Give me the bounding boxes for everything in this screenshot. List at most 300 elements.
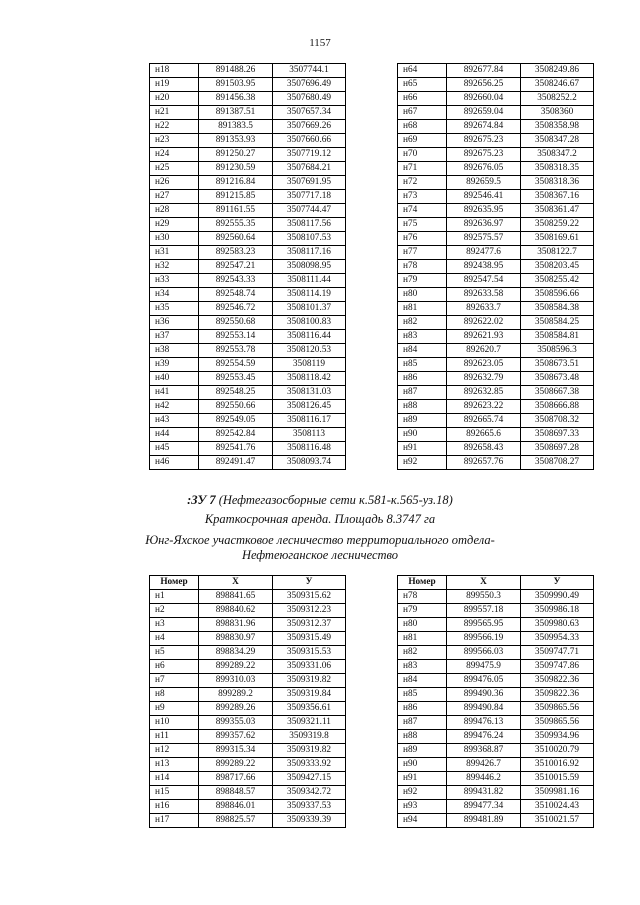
x-coordinate: 899550.3 [447,590,521,604]
point-number: н7 [150,674,199,688]
x-coordinate: 892438.95 [447,260,521,274]
point-number: н13 [150,758,199,772]
point-number: н21 [150,106,199,120]
point-number: н77 [398,246,447,260]
table-row [150,590,346,604]
point-number: н12 [150,744,199,758]
y-coordinate: 3507680.49 [273,92,346,106]
x-coordinate: 892555.35 [199,218,273,232]
x-coordinate: 892633.58 [447,288,521,302]
y-coordinate: 3508318.35 [521,162,594,176]
y-coordinate: 3508116.44 [273,330,346,344]
point-number: н89 [398,414,447,428]
point-number: н73 [398,190,447,204]
header-y: У [273,576,346,590]
x-coordinate: 892550.66 [199,400,273,414]
point-number: н8 [150,688,199,702]
x-coordinate: 891383.5 [199,120,273,134]
point-number: н4 [150,632,199,646]
table-row [150,288,346,302]
x-coordinate: 892547.21 [199,260,273,274]
x-coordinate: 892546.41 [447,190,521,204]
table-row [150,414,346,428]
point-number: н69 [398,134,447,148]
y-coordinate: 3507684.21 [273,162,346,176]
y-coordinate: 3508100.83 [273,316,346,330]
point-number: н70 [398,148,447,162]
y-coordinate: 3509980.63 [521,618,594,632]
table-row [398,344,594,358]
x-coordinate: 892560.64 [199,232,273,246]
point-number: н75 [398,218,447,232]
x-coordinate: 899355.03 [199,716,273,730]
point-number: н16 [150,800,199,814]
x-coordinate: 899368.87 [447,744,521,758]
y-coordinate: 3509427.15 [273,772,346,786]
y-coordinate: 3508347.2 [521,148,594,162]
lease-info: Краткосрочная аренда. Площадь 8.3747 га [204,512,436,526]
table-row [150,786,346,800]
x-coordinate: 892677.84 [447,64,521,78]
point-number: н33 [150,274,199,288]
table-row [150,330,346,344]
y-coordinate: 3509356.61 [273,702,346,716]
point-number: н80 [398,288,447,302]
table-row [398,730,594,744]
y-coordinate: 3509319.82 [273,744,346,758]
point-number: н79 [398,274,447,288]
y-coordinate: 3508169.61 [521,232,594,246]
y-coordinate: 3507717.18 [273,190,346,204]
y-coordinate: 3510016.92 [521,758,594,772]
x-coordinate: 899475.9 [447,660,521,674]
table-row [150,772,346,786]
table-row [150,372,346,386]
table-row [150,688,346,702]
x-coordinate: 891161.55 [199,204,273,218]
table-row [398,428,594,442]
point-number: н6 [150,660,199,674]
point-number: н79 [398,604,447,618]
y-coordinate: 3507657.34 [273,106,346,120]
table-row [398,288,594,302]
table-row [398,456,594,470]
table-row [398,162,594,176]
table-row [150,456,346,470]
x-coordinate: 899426.7 [447,758,521,772]
point-number: н2 [150,604,199,618]
x-coordinate: 892665.6 [447,428,521,442]
y-coordinate: 3508116.48 [273,442,346,456]
point-number: н31 [150,246,199,260]
table-row [150,64,346,78]
section-description: (Нефтегазосборные сети к.581-к.565-уз.18) [215,493,453,507]
header-y: У [521,576,594,590]
y-coordinate: 3510015.59 [521,772,594,786]
x-coordinate: 899289.22 [199,660,273,674]
table-row [398,618,594,632]
x-coordinate: 892623.22 [447,400,521,414]
table-row [398,78,594,92]
y-coordinate: 3509319.8 [273,730,346,744]
table-row [398,386,594,400]
coordinates-table-bottom-right [397,575,594,828]
x-coordinate: 899566.03 [447,646,521,660]
x-coordinate: 892543.33 [199,274,273,288]
coordinates-table-top-right [397,63,594,470]
y-coordinate: 3508203.45 [521,260,594,274]
y-coordinate: 3508114.19 [273,288,346,302]
table-row [398,302,594,316]
x-coordinate: 892542.84 [199,428,273,442]
table-row [398,400,594,414]
point-number: н71 [398,162,447,176]
point-number: н92 [398,786,447,800]
point-number: н32 [150,260,199,274]
y-coordinate: 3508252.2 [521,92,594,106]
point-number: н90 [398,758,447,772]
table-row [150,302,346,316]
y-coordinate: 3509331.06 [273,660,346,674]
x-coordinate: 892583.23 [199,246,273,260]
point-number: н88 [398,730,447,744]
point-number: н86 [398,702,447,716]
y-coordinate: 3508120.53 [273,344,346,358]
point-number: н68 [398,120,447,134]
y-coordinate: 3509747.86 [521,660,594,674]
y-coordinate: 3508347.28 [521,134,594,148]
x-coordinate: 892541.76 [199,442,273,456]
table-row [150,618,346,632]
point-number: н81 [398,632,447,646]
table-row [150,246,346,260]
y-coordinate: 3509321.11 [273,716,346,730]
point-number: н45 [150,442,199,456]
point-number: н18 [150,64,199,78]
y-coordinate: 3509822.36 [521,688,594,702]
y-coordinate: 3508360 [521,106,594,120]
y-coordinate: 3509337.53 [273,800,346,814]
x-coordinate: 891215.85 [199,190,273,204]
table-row [398,688,594,702]
point-number: н83 [398,660,447,674]
y-coordinate: 3508246.67 [521,78,594,92]
x-coordinate: 899566.19 [447,632,521,646]
point-number: н38 [150,344,199,358]
table-row [398,176,594,190]
table-row [398,590,594,604]
x-coordinate: 892553.78 [199,344,273,358]
y-coordinate: 3507696.49 [273,78,346,92]
table-row [398,148,594,162]
point-number: н43 [150,414,199,428]
x-coordinate: 899476.13 [447,716,521,730]
x-coordinate: 899315.34 [199,744,273,758]
table-row [398,800,594,814]
point-number: н78 [398,590,447,604]
x-coordinate: 898846.01 [199,800,273,814]
y-coordinate: 3508093.74 [273,456,346,470]
page-number: 1157 [309,37,331,49]
y-coordinate: 3507691.95 [273,176,346,190]
y-coordinate: 3509342.72 [273,786,346,800]
x-coordinate: 899431.82 [447,786,521,800]
x-coordinate: 892635.95 [447,204,521,218]
point-number: н82 [398,316,447,330]
x-coordinate: 892547.54 [447,274,521,288]
y-coordinate: 3508107.53 [273,232,346,246]
x-coordinate: 892550.68 [199,316,273,330]
x-coordinate: 892674.84 [447,120,521,134]
y-coordinate: 3509954.33 [521,632,594,646]
table-row [398,744,594,758]
table-row [150,190,346,204]
table-row [150,120,346,134]
point-number: н90 [398,428,447,442]
forestry-info [0,533,640,563]
point-number: н85 [398,358,447,372]
x-coordinate: 892633.7 [447,302,521,316]
x-coordinate: 899481.89 [447,814,521,828]
x-coordinate: 892620.7 [447,344,521,358]
point-number: н87 [398,386,447,400]
x-coordinate: 899476.05 [447,674,521,688]
table-row [150,274,346,288]
x-coordinate: 891488.26 [199,64,273,78]
point-number: н86 [398,372,447,386]
y-coordinate: 3508367.16 [521,190,594,204]
table-row [398,442,594,456]
point-number: н9 [150,702,199,716]
table-row [398,632,594,646]
x-coordinate: 899446.2 [447,772,521,786]
point-number: н5 [150,646,199,660]
point-number: н80 [398,618,447,632]
x-coordinate: 899476.24 [447,730,521,744]
point-number: н23 [150,134,199,148]
point-number: н91 [398,772,447,786]
table-row [398,260,594,274]
x-coordinate: 891503.95 [199,78,273,92]
x-coordinate: 891216.84 [199,176,273,190]
point-number: н26 [150,176,199,190]
point-number: н27 [150,190,199,204]
point-number: н85 [398,688,447,702]
x-coordinate: 892621.93 [447,330,521,344]
coordinates-table-bottom-left [149,575,346,828]
table-row [150,660,346,674]
point-number: н74 [398,204,447,218]
point-number: н42 [150,400,199,414]
x-coordinate: 892659.5 [447,176,521,190]
x-coordinate: 891230.59 [199,162,273,176]
y-coordinate: 3509312.23 [273,604,346,618]
header-number: Номер [398,576,447,590]
point-number: н46 [150,456,199,470]
y-coordinate: 3509934.96 [521,730,594,744]
y-coordinate: 3508255.42 [521,274,594,288]
point-number: н11 [150,730,199,744]
point-number: н30 [150,232,199,246]
point-number: н92 [398,456,447,470]
section-label: :ЗУ 7 [187,493,216,507]
point-number: н44 [150,428,199,442]
x-coordinate: 892657.76 [447,456,521,470]
y-coordinate: 3508249.86 [521,64,594,78]
x-coordinate: 898825.57 [199,814,273,828]
table-row [150,218,346,232]
table-row [398,716,594,730]
table-row [150,604,346,618]
x-coordinate: 892477.6 [447,246,521,260]
table-row [150,78,346,92]
x-coordinate: 892554.59 [199,358,273,372]
point-number: н41 [150,386,199,400]
table-row [150,646,346,660]
point-number: н83 [398,330,447,344]
y-coordinate: 3508098.95 [273,260,346,274]
header-number: Номер [150,576,199,590]
x-coordinate: 899490.84 [447,702,521,716]
y-coordinate: 3508119 [273,358,346,372]
table-row [398,120,594,134]
y-coordinate: 3507744.1 [273,64,346,78]
x-coordinate: 892676.05 [447,162,521,176]
x-coordinate: 899557.18 [447,604,521,618]
table-row [398,316,594,330]
table-row [398,246,594,260]
table-row [150,162,346,176]
table-row [398,204,594,218]
y-coordinate: 3508708.32 [521,414,594,428]
y-coordinate: 3508101.37 [273,302,346,316]
x-coordinate: 899565.95 [447,618,521,632]
x-coordinate: 892546.72 [199,302,273,316]
header-x: Х [199,576,273,590]
table-row [150,758,346,772]
x-coordinate: 899289.2 [199,688,273,702]
y-coordinate: 3509747.71 [521,646,594,660]
point-number: н65 [398,78,447,92]
point-number: н81 [398,302,447,316]
table-row [150,148,346,162]
x-coordinate: 892658.43 [447,442,521,456]
y-coordinate: 3508318.36 [521,176,594,190]
x-coordinate: 892656.25 [447,78,521,92]
forestry-line-2: Нефтеюганское лесничество [241,548,399,562]
table-header-row [398,576,594,590]
y-coordinate: 3509315.62 [273,590,346,604]
x-coordinate: 899289.26 [199,702,273,716]
x-coordinate: 892548.74 [199,288,273,302]
x-coordinate: 898831.96 [199,618,273,632]
y-coordinate: 3509315.53 [273,646,346,660]
x-coordinate: 892659.04 [447,106,521,120]
table-row [398,786,594,800]
table-row [150,702,346,716]
x-coordinate: 892636.97 [447,218,521,232]
point-number: н25 [150,162,199,176]
point-number: н82 [398,646,447,660]
y-coordinate: 3507744.47 [273,204,346,218]
y-coordinate: 3508117.56 [273,218,346,232]
section-title [0,493,640,508]
point-number: н29 [150,218,199,232]
point-number: н84 [398,674,447,688]
point-number: н35 [150,302,199,316]
y-coordinate: 3510021.57 [521,814,594,828]
point-number: н3 [150,618,199,632]
point-number: н89 [398,744,447,758]
table-row [398,772,594,786]
y-coordinate: 3508596.3 [521,344,594,358]
x-coordinate: 892553.45 [199,372,273,386]
table-row [398,372,594,386]
point-number: н67 [398,106,447,120]
x-coordinate: 892675.23 [447,134,521,148]
table-row [150,344,346,358]
table-row [150,632,346,646]
y-coordinate: 3509319.84 [273,688,346,702]
point-number: н36 [150,316,199,330]
point-number: н72 [398,176,447,190]
y-coordinate: 3509981.16 [521,786,594,800]
point-number: н34 [150,288,199,302]
table-row [150,386,346,400]
point-number: н40 [150,372,199,386]
x-coordinate: 898840.62 [199,604,273,618]
x-coordinate: 892491.47 [199,456,273,470]
x-coordinate: 892549.05 [199,414,273,428]
y-coordinate: 3508126.45 [273,400,346,414]
y-coordinate: 3509333.92 [273,758,346,772]
table-row [398,660,594,674]
y-coordinate: 3509865.56 [521,702,594,716]
x-coordinate: 891456.38 [199,92,273,106]
point-number: н94 [398,814,447,828]
table-row [398,604,594,618]
y-coordinate: 3508596.66 [521,288,594,302]
table-row [398,330,594,344]
x-coordinate: 892632.79 [447,372,521,386]
x-coordinate: 892548.25 [199,386,273,400]
table-row [150,730,346,744]
point-number: н87 [398,716,447,730]
y-coordinate: 3508673.48 [521,372,594,386]
point-number: н66 [398,92,447,106]
y-coordinate: 3509339.39 [273,814,346,828]
x-coordinate: 892575.57 [447,232,521,246]
point-number: н28 [150,204,199,218]
table-row [398,674,594,688]
x-coordinate: 891353.93 [199,134,273,148]
table-row [398,274,594,288]
point-number: н84 [398,344,447,358]
point-number: н20 [150,92,199,106]
x-coordinate: 891387.51 [199,106,273,120]
table-row [398,218,594,232]
table-row [150,260,346,274]
table-row [150,814,346,828]
y-coordinate: 3508116.17 [273,414,346,428]
x-coordinate: 898848.57 [199,786,273,800]
y-coordinate: 3508673.51 [521,358,594,372]
y-coordinate: 3508666.88 [521,400,594,414]
y-coordinate: 3509822.36 [521,674,594,688]
forestry-line-1: Юнг-Яхское участковое лесничество территориального отдела- [145,533,495,547]
x-coordinate: 898834.29 [199,646,273,660]
table-row [398,64,594,78]
